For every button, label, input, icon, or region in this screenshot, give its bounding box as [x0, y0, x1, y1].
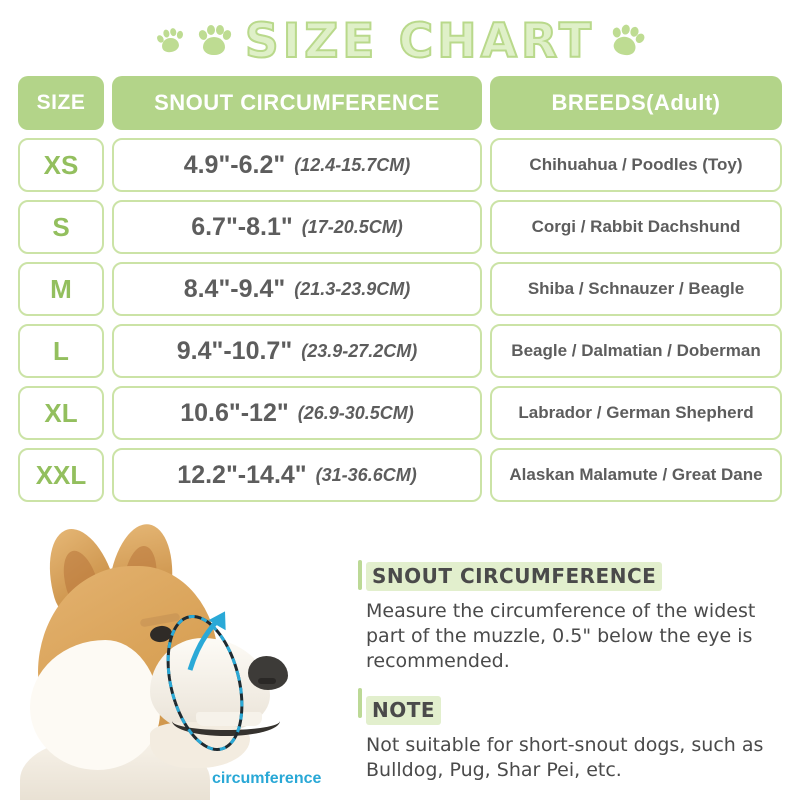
cell-snout-cm: (26.9-30.5CM) — [297, 402, 414, 423]
cell-snout-cm: (12.4-15.7CM) — [294, 154, 411, 175]
cell-snout-inches: 8.4"-9.4" — [183, 274, 286, 303]
lower-section — [0, 520, 800, 800]
dog-teeth-shape — [196, 712, 262, 726]
paw-icon-left — [154, 26, 185, 57]
cell-snout-cm: (17-20.5CM) — [301, 216, 403, 237]
paw-icon-right — [606, 20, 647, 61]
cell-snout-cm: (23.9-27.2CM) — [301, 340, 418, 361]
cell-snout — [112, 386, 482, 440]
column-header-snout-circumference: SNOUT CIRCUMFERENCE — [112, 76, 482, 130]
column-header-size: SIZE — [18, 76, 104, 130]
note-heading-snout: SNOUT CIRCUMFERENCE — [366, 562, 662, 591]
table-row — [18, 200, 782, 254]
size-chart-table — [18, 76, 782, 502]
cell-snout — [112, 200, 482, 254]
cell-breeds: Corgi / Rabbit Dachshund — [490, 200, 782, 254]
paw-icon-mid — [197, 24, 231, 58]
cell-size: L — [18, 324, 104, 378]
cell-snout-inches: 12.2"-14.4" — [177, 460, 307, 489]
table-row — [18, 138, 782, 192]
cell-breeds: Alaskan Malamute / Great Dane — [490, 448, 782, 502]
note-divider-bar-1 — [358, 560, 362, 590]
cell-snout-cm: (31-36.6CM) — [315, 464, 417, 485]
cell-snout-inches: 10.6"-12" — [180, 398, 289, 427]
dog-nose-shape — [248, 656, 288, 690]
cell-snout-inches: 4.9"-6.2" — [183, 150, 286, 179]
cell-size: XXL — [18, 448, 104, 502]
cell-breeds: Chihuahua / Poodles (Toy) — [490, 138, 782, 192]
circumference-caption: circumference — [212, 770, 322, 787]
cell-snout-inches: 6.7"-8.1" — [191, 212, 293, 241]
note-heading-note: NOTE — [366, 696, 441, 725]
page-title-row — [0, 0, 800, 76]
table-row — [18, 324, 782, 378]
note-body-snout: Measure the circumference of the widest part of the muzzle, 0.5" below the eye is recommended. — [366, 600, 756, 673]
column-header-breeds: BREEDS(Adult) — [490, 76, 782, 130]
cell-breeds: Shiba / Schnauzer / Beagle — [490, 262, 782, 316]
cell-size: M — [18, 262, 104, 316]
page-title: SIZE CHART — [244, 13, 596, 69]
dog-head-photo — [0, 520, 350, 800]
cell-breeds: Beagle / Dalmatian / Doberman — [490, 324, 782, 378]
measure-arrow-icon — [176, 606, 246, 676]
cell-snout-inches: 9.4"-10.7" — [176, 336, 293, 365]
table-row — [18, 262, 782, 316]
notes-panel — [350, 520, 800, 800]
table-row — [18, 448, 782, 502]
cell-snout-cm: (21.3-23.9CM) — [294, 278, 411, 299]
cell-snout — [112, 138, 482, 192]
cell-snout — [112, 324, 482, 378]
table-row — [18, 386, 782, 440]
cell-size: XS — [18, 138, 104, 192]
note-body-note: Not suitable for short-snout dogs, such as Bulldog, Pug, Shar Pei, etc. — [366, 734, 764, 782]
cell-size: S — [18, 200, 104, 254]
cell-snout — [112, 262, 482, 316]
cell-size: XL — [18, 386, 104, 440]
table-header-row — [18, 76, 782, 130]
cell-snout — [112, 448, 482, 502]
note-divider-bar-2 — [358, 688, 362, 718]
cell-breeds: Labrador / German Shepherd — [490, 386, 782, 440]
